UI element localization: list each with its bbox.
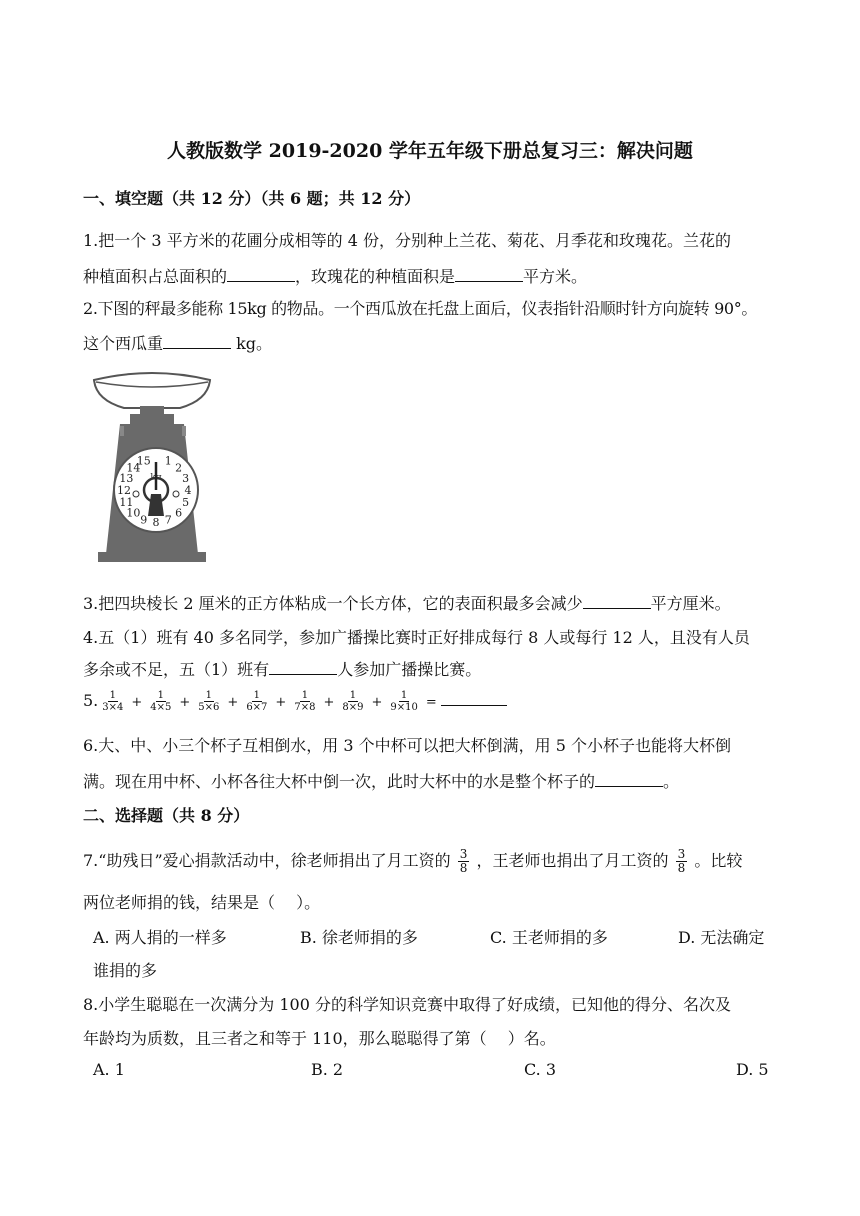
q7-option-b[interactable]: B. 徐老师捐的多 xyxy=(300,928,418,947)
kitchen-scale-figure xyxy=(90,370,214,566)
section-heading-multiple-choice: 二、选择题（共 8 分） xyxy=(83,806,250,825)
dial-number: 4 xyxy=(184,484,192,497)
q5-plus-sign: + xyxy=(323,695,335,710)
q7-line-1 xyxy=(83,848,742,875)
q2-text-a: 这个西瓜重 xyxy=(83,334,164,353)
q1-line-2 xyxy=(83,264,587,287)
q5-plus-sign: + xyxy=(371,695,383,710)
q5-blank[interactable] xyxy=(441,691,507,706)
q6-text-a: 满。现在用中杯、小杯各往大杯中倒一次，此时大杯中的水是整个杯子的 xyxy=(83,772,596,791)
q4-blank[interactable] xyxy=(269,660,337,675)
q7-option-c[interactable]: C. 王老师捐的多 xyxy=(490,928,608,947)
q5-prefix: 5. xyxy=(83,691,99,710)
q2-blank[interactable] xyxy=(163,334,231,349)
q1-text-a: 种植面积占总面积的 xyxy=(83,267,228,286)
q6-line-2 xyxy=(83,769,679,792)
q4-line-2 xyxy=(83,657,481,680)
q8-line-2: 年龄均为质数，且三者之和等于 110，那么聪聪得了第（ ）名。 xyxy=(83,1029,556,1048)
q5-expression xyxy=(98,690,422,713)
dial-number: 7 xyxy=(164,513,172,527)
q2-line-1: 2.下图的秤最多能称 15kg 的物品。一个西瓜放在托盘上面后，仪表指针沿顺时针方向旋转 90°。 xyxy=(83,299,758,318)
q4-text-b: 人参加广播操比赛。 xyxy=(337,660,482,679)
dial-number: 2 xyxy=(175,461,183,475)
q5-plus-sign: + xyxy=(227,695,239,710)
q7-fraction-1: $\frac{3}{8}$ xyxy=(459,847,468,875)
q7-option-d-continued: 谁捐的多 xyxy=(93,961,158,980)
q5-fraction: $\frac{1}{3\times 4}$ xyxy=(102,690,124,713)
q6-blank[interactable] xyxy=(595,772,663,787)
q1-line-1: 1.把一个 3 平方米的花圃分成相等的 4 份，分别种上兰花、菊花、月季花和玫瑰花。兰花的 xyxy=(83,231,731,250)
dial-number: 1 xyxy=(164,454,172,468)
dial-number: 5 xyxy=(182,496,190,510)
dial-number: 13 xyxy=(119,471,134,485)
q7-option-a[interactable]: A. 两人捐的一样多 xyxy=(93,928,227,947)
section-heading-fill-blank: 一、填空题（共 12 分）（共 6 题；共 12 分） xyxy=(83,189,421,208)
q8-line-1: 8.小学生聪聪在一次满分为 100 分的科学知识竞赛中取得了好成绩，已知他的得分、名次及 xyxy=(83,995,731,1014)
dial-number: 12 xyxy=(117,484,131,497)
dial-number: 15 xyxy=(136,454,151,468)
scale-dial xyxy=(114,448,198,532)
q1-blank-2[interactable] xyxy=(455,267,523,282)
dial-number: 3 xyxy=(182,471,190,485)
q7-fraction-2: $\frac{3}{8}$ xyxy=(677,847,686,875)
q7-text-c: 。比较 xyxy=(694,851,743,870)
q5-fraction: $\frac{1}{5\times 6}$ xyxy=(198,690,220,713)
dial-number: 10 xyxy=(126,506,141,520)
q1-text-c: 平方米。 xyxy=(523,267,588,286)
dial-number: 8 xyxy=(152,516,160,529)
q8-option-c[interactable]: C. 3 xyxy=(524,1060,557,1079)
q3-text-a: 3.把四块棱长 2 厘米的正方体粘成一个长方体，它的表面积最多会减少 xyxy=(83,594,583,613)
q5-plus-sign: + xyxy=(179,695,191,710)
q7-text-a: 7.“助残日”爱心捐款活动中，徐老师捐出了月工资的 xyxy=(83,851,451,870)
q6-text-b: 。 xyxy=(663,772,680,791)
q5-plus-sign: + xyxy=(131,695,143,710)
q5-fraction: $\frac{1}{7\times 8}$ xyxy=(294,690,316,713)
q3-blank[interactable] xyxy=(583,594,651,609)
q4-line-1: 4.五（1）班有 40 多名同学，参加广播操比赛时正好排成每行 8 人或每行 12 人，且没有人员 xyxy=(83,628,750,647)
q2-text-b: kg。 xyxy=(231,334,273,353)
q5-fraction: $\frac{1}{4\times 5}$ xyxy=(150,690,172,713)
q5-fraction: $\frac{1}{8\times 9}$ xyxy=(342,690,364,713)
page-title: 人教版数学 2019-2020 学年五年级下册总复习三：解决问题 xyxy=(167,140,693,162)
q8-option-d[interactable]: D. 5 xyxy=(736,1060,769,1079)
q5-plus-sign: + xyxy=(275,695,287,710)
q1-blank-1[interactable] xyxy=(227,267,295,282)
q5-fraction: $\frac{1}{6\times 7}$ xyxy=(246,690,268,713)
q4-text-a: 多余或不足，五（1）班有 xyxy=(83,660,270,679)
q2-line-2 xyxy=(83,331,272,354)
q8-option-a[interactable]: A. 1 xyxy=(93,1060,125,1079)
dial-number: 9 xyxy=(140,513,148,527)
q3-line xyxy=(83,591,731,614)
q7-option-d[interactable]: D. 无法确定 xyxy=(678,928,765,947)
q5-equals: = xyxy=(425,695,437,710)
q6-line-1: 6.大、中、小三个杯子互相倒水，用 3 个中杯可以把大杯倒满，用 5 个小杯子也能将大杯倒 xyxy=(83,736,731,755)
dial-number: 6 xyxy=(175,506,183,520)
dial-number: 11 xyxy=(119,496,134,510)
q8-option-b[interactable]: B. 2 xyxy=(311,1060,344,1079)
q7-line-2: 两位老师捐的钱，结果是（ ）。 xyxy=(83,893,321,912)
q5-line xyxy=(83,690,507,713)
q3-text-b: 平方厘米。 xyxy=(650,594,731,613)
dial-number: 14 xyxy=(126,461,141,475)
q5-fraction: $\frac{1}{9\times 10}$ xyxy=(390,690,418,713)
q1-text-b: ，玫瑰花的种植面积是 xyxy=(295,267,456,286)
q7-text-b: ，王老师也捐出了月工资的 xyxy=(476,851,669,870)
